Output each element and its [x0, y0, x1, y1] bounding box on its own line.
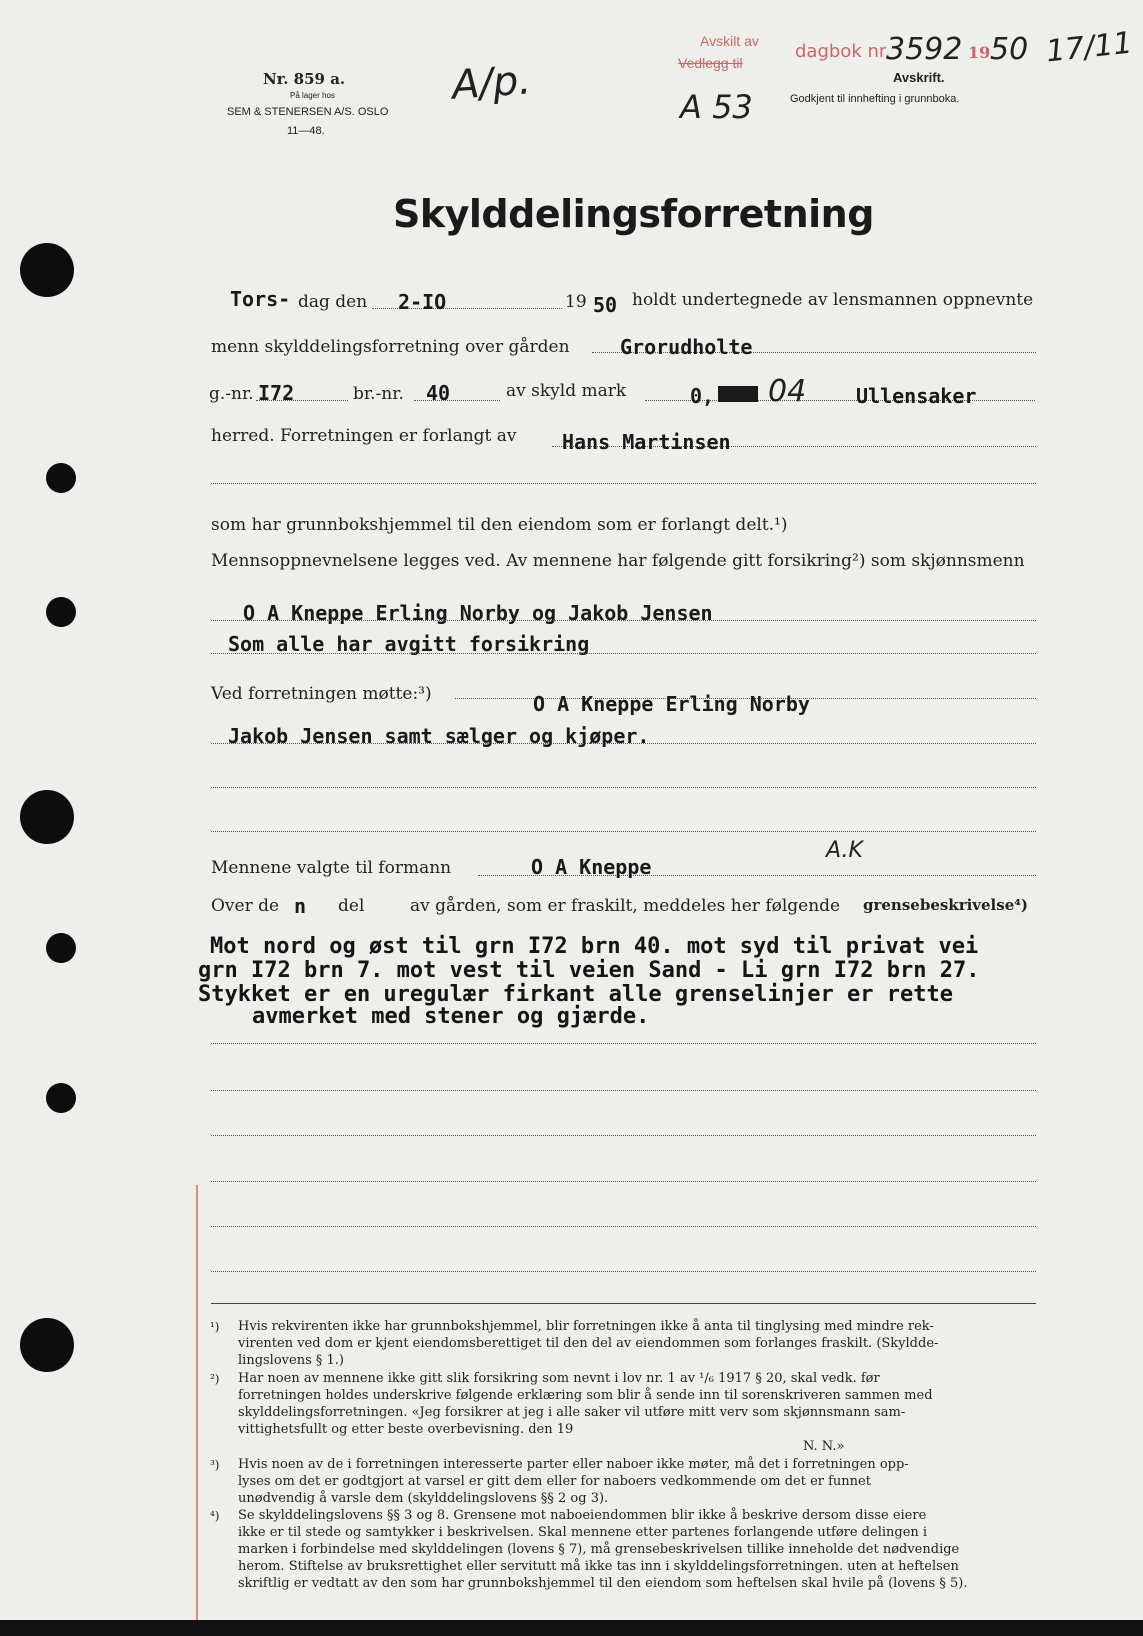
- handwritten-mark: A/p.: [450, 57, 533, 109]
- footnote-line: herom. Stiftelse av bruksrettighet eller servitutt må ikke tas inn i skylddelingsforretningen. uten at heftelsen: [238, 1559, 959, 1574]
- document-title: Skylddelingsforretning: [393, 192, 874, 236]
- year-value: 50: [593, 293, 618, 317]
- binder-hole: [46, 463, 76, 493]
- gnr-dotline: [256, 400, 348, 401]
- form-number: Nr. 859 a.: [263, 70, 346, 88]
- blank-dotline: [211, 483, 1036, 484]
- blank-dotline: [211, 787, 1036, 788]
- over-value: n: [294, 894, 307, 918]
- brnr-dotline: [414, 400, 500, 401]
- grensebeskrivelse-label: grensebeskrivelse⁴): [863, 896, 1028, 914]
- stamp-avskilt: Avskilt av: [700, 33, 759, 49]
- skyld-hand-value: 04: [768, 374, 807, 409]
- footnote-number: ²): [210, 1372, 220, 1386]
- line2-text: menn skylddelingsforretning over gården: [211, 337, 570, 357]
- footnote-line: skriftlig er vedtatt av den som har grunnbokshjemmel til den eiendom som heftelsen skal hvile på (lovens § 5).: [238, 1576, 968, 1591]
- footnote-line: Har noen av mennene ikke gitt slik forsikring som nevnt i lov nr. 1 av ¹/₆ 1917 § 20, skal vedk. før: [238, 1371, 880, 1386]
- footnote-rule: [211, 1303, 1036, 1304]
- handwritten-number: A 53: [680, 88, 753, 126]
- footnote-4: [238, 1507, 1038, 1592]
- dag-den-label: dag den: [298, 292, 368, 312]
- red-margin-line: [196, 1185, 198, 1636]
- skyld-label: av skyld mark: [506, 381, 627, 401]
- footnote-line: Hvis rekvirenten ikke har grunnbokshjemmel, blir forretningen ikke å anta til tinglysing med mindre rek-: [238, 1319, 934, 1334]
- forsikring-line: O A Kneppe Erling Norby og Jakob Jensen: [243, 601, 713, 625]
- brnr-value: 40: [426, 381, 451, 405]
- footnote-line: vittighetsfullt og etter beste overbevisning. den 19: [238, 1422, 574, 1437]
- stamp-vedlegg: Vedlegg til: [678, 55, 743, 71]
- binder-hole: [46, 1083, 76, 1113]
- publisher-line: 11—48.: [287, 125, 325, 137]
- blank-dotline: [211, 1181, 1036, 1182]
- gnr-value: I72: [258, 381, 295, 405]
- date-note: 17/11: [1044, 25, 1135, 70]
- footnote-line: forretningen holdes underskrive følgende erklæring som blir å sende inn til sorenskriveren sammen med: [238, 1388, 933, 1403]
- blank-dotline: [211, 1226, 1036, 1227]
- binder-hole: [46, 933, 76, 963]
- motte-dotline: [211, 743, 1036, 744]
- footnote-line: Se skylddelingslovens §§ 3 og 8. Grensene mot naboeiendommen blir ikke å beskrive dersom disse eiere: [238, 1508, 927, 1523]
- footnote-line: lingslovens § 1.): [238, 1353, 344, 1368]
- dagbok-label: dagbok nr.: [795, 41, 891, 62]
- line4-text: herred. Forretningen er forlangt av: [211, 426, 517, 446]
- footnote-sign: N. N.»: [803, 1439, 845, 1454]
- footnote-number: ³): [210, 1458, 220, 1472]
- footnote-1: [238, 1318, 1038, 1369]
- footnote-2: [238, 1370, 1038, 1455]
- requester-value: Hans Martinsen: [562, 430, 731, 454]
- forsikring-dotline: [211, 653, 1036, 654]
- formann-initials: A.K: [826, 838, 863, 863]
- year-prefix-label: 19: [565, 292, 587, 312]
- footnote-3: [238, 1456, 1038, 1507]
- line7-text: Mennsoppnevnelsene legges ved. Av mennene har følgende gitt forsikring²) som skjønnsmenn: [211, 551, 1025, 571]
- footnote-line: Hvis noen av de i forretningen interesserte parter eller naboer ikke møter, må det i forretningen opp-: [238, 1457, 909, 1472]
- motte-label: Ved forretningen møtte:³): [211, 684, 432, 704]
- footnote-line: lyses om det er godtgjort at varsel er gitt dem eller for naboers vedkommende om det er funnet: [238, 1474, 871, 1489]
- binder-hole: [20, 790, 74, 844]
- blank-dotline: [211, 831, 1036, 832]
- year-prefix: 19: [968, 43, 991, 62]
- footnote-line: unødvendig å varsle dem (skylddelingslovens §§ 2 og 3).: [238, 1491, 609, 1506]
- forsikring-line: Som alle har avgitt forsikring: [228, 632, 590, 656]
- day-value: Tors-: [230, 287, 291, 311]
- boundary-line: Stykket er en uregulær firkant alle grenselinjer er rette: [198, 982, 953, 1007]
- motte-value: Jakob Jensen samt sælger og kjøper.: [228, 724, 650, 748]
- footnote-line: virenten ved dom er kjent eiendomsberettiget til den del av eiendommen som forlanges fraskilt. (Skyldde-: [238, 1336, 939, 1351]
- publisher-line: På lager hos: [290, 91, 335, 100]
- footnote-line: ikke er til stede og samtykker i beskrivelsen. Skal mennene etter partenes forlangende utføre delingen i: [238, 1525, 928, 1540]
- brnr-label: br.-nr.: [353, 384, 404, 404]
- godkjent-text: Godkjent til innhefting i grunnboka.: [790, 93, 960, 105]
- skyld-value: 0,: [690, 384, 715, 408]
- scan-border: [0, 1620, 1143, 1636]
- blank-dotline: [211, 1271, 1036, 1272]
- blank-dotline: [211, 1043, 1036, 1044]
- line6-text: som har grunnbokshjemmel til den eiendom som er forlangt delt.¹): [211, 515, 788, 535]
- blank-dotline: [211, 1090, 1036, 1091]
- footnote-number: ⁴): [210, 1509, 220, 1523]
- publisher-line: SEM & STENERSEN A/S. OSLO: [227, 106, 389, 118]
- boundary-line: Mot nord og øst til grn I72 brn 40. mot syd til privat vei: [210, 934, 979, 959]
- binder-hole: [20, 1318, 74, 1372]
- formann-value: O A Kneppe: [531, 855, 652, 879]
- formann-label: Mennene valgte til formann: [211, 858, 452, 878]
- forsikring-dotline: [211, 620, 1036, 621]
- binder-hole: [46, 597, 76, 627]
- footnote-line: marken i forbindelse med skylddelingen (lovens § 7), må grensebeskrivelsen tillike inneholde det nødvendige: [238, 1542, 960, 1557]
- line1-text: holdt undertegnede av lensmannen oppnevnte: [632, 290, 1034, 310]
- skyld-strikeout: [718, 386, 758, 402]
- date-value: 2-IO: [398, 290, 447, 314]
- over-label: Over de: [211, 896, 280, 916]
- gnr-label: g.-nr.: [209, 384, 254, 404]
- footnote-line: skylddelingsforretningen. «Jeg forsikrer at jeg i alle saker vil utføre mitt verv som skjønnsmann sam-: [238, 1405, 906, 1420]
- boundary-line: avmerket med stener og gjærde.: [252, 1004, 650, 1029]
- herred-value: Ullensaker: [856, 384, 977, 408]
- blank-dotline: [211, 1135, 1036, 1136]
- dagbok-number: 3592: [886, 32, 963, 67]
- boundary-line: grn I72 brn 7. mot vest til veien Sand - Li grn I72 brn 27.: [198, 958, 980, 983]
- farm-value: Grorudholte: [620, 335, 753, 359]
- del-label: del: [338, 896, 365, 916]
- over-text: av gården, som er fraskilt, meddeles her følgende: [410, 896, 841, 916]
- motte-value: O A Kneppe Erling Norby: [533, 692, 810, 716]
- footnote-number: ¹): [210, 1320, 220, 1334]
- binder-hole: [20, 243, 74, 297]
- year-suffix: 50: [990, 32, 1029, 67]
- avskrift-label: Avskrift.: [893, 70, 945, 85]
